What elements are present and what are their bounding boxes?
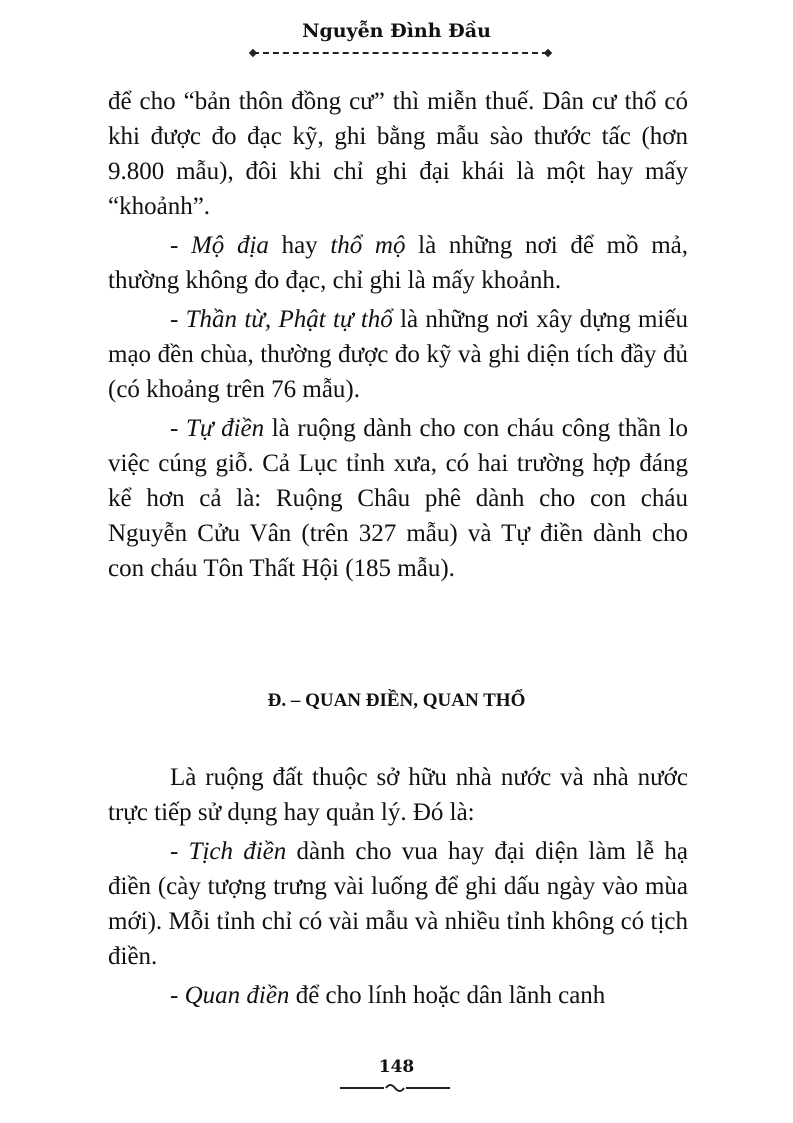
paragraph-dash: - (170, 838, 189, 865)
paragraph-term-2: thổ mộ (330, 232, 406, 259)
paragraph (108, 834, 688, 974)
paragraph-dash: - (170, 232, 191, 259)
paragraph-term: Thần từ, Phật tự thổ (185, 306, 393, 333)
paragraph-text: dành cho vua hay đại diện làm lễ hạ điền (cày tượng trưng vài luống để ghi dấu ngày vào mùa mới). Mỗi tỉnh chỉ có vài mẫu và nhiều tỉnh không có tịch điền. (108, 838, 688, 970)
paragraph (108, 84, 688, 224)
paragraph-text: để cho “bản thôn đồng cư” thì miễn thuế. Dân cư thổ có khi được đo đạc kỹ, ghi bằng mẫu sào thước tấc (hơn 9.800 mẫu), đôi khi chỉ ghi đại khái là một hay mấy “khoảnh”. (108, 88, 688, 220)
paragraph-text: Là ruộng đất thuộc sở hữu nhà nước và nhà nước trực tiếp sử dụng hay quản lý. Đó là: (108, 764, 688, 826)
paragraph (108, 760, 688, 830)
body-text-top (108, 84, 688, 586)
paragraph-term: Tịch điền (188, 838, 287, 865)
paragraph (108, 228, 688, 298)
section-heading: Đ. – QUAN ĐIỀN, QUAN THỔ (267, 690, 526, 711)
paragraph-text: hay (268, 232, 331, 259)
paragraph-text-2: là những nơi để mồ mả, thường không đo đạc, chỉ ghi là mấy khoảnh. (108, 232, 688, 294)
body-text-bottom (108, 760, 688, 1013)
paragraph-text: để cho lính hoặc dân lãnh canh (289, 982, 606, 1009)
paragraph-dash: - (170, 982, 185, 1009)
paragraph (108, 411, 688, 586)
paragraph-dash: - (170, 306, 186, 333)
paragraph-term: Mộ địa (190, 232, 269, 259)
paragraph-text: là ruộng dành cho con cháu công thần lo việc cúng giỗ. Cả Lục tỉnh xưa, có hai trường hợp đáng kể hơn cả là: Ruộng Châu phê dành cho con cháu Nguyễn Cửu Vân (trên 327 mẫu) và Tự điền dành cho con cháu Tôn Thất Hội (185 mẫu). (108, 415, 688, 582)
paragraph (108, 302, 688, 407)
paragraph-term: Tự điền (185, 415, 265, 442)
paragraph (108, 978, 688, 1013)
paragraph-text: là những nơi xây dựng miếu mạo đền chùa, thường được đo kỹ và ghi diện tích đầy đủ (có khoảng trên 76 mẫu). (108, 306, 688, 403)
page-ornament-icon (340, 1080, 450, 1096)
page-number: 148 (378, 1057, 415, 1077)
running-header-author: Nguyễn Đình Đầu (302, 20, 491, 42)
header-dashed-rule (253, 52, 548, 54)
paragraph-dash: - (170, 415, 186, 442)
paragraph-term: Quan điền (184, 982, 290, 1009)
